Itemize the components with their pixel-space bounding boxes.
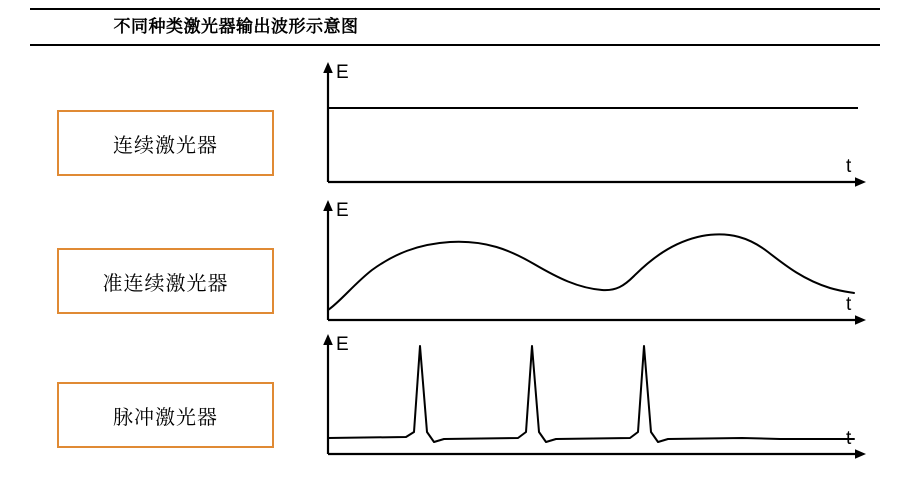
title-rule-bottom <box>30 44 880 46</box>
label-box-quasi-continuous-laser <box>57 248 274 314</box>
waveform-plot-quasi-continuous <box>310 198 870 328</box>
label-text-continuous-laser: 连续激光器 <box>113 134 218 157</box>
page-title: 不同种类激光器输出波形示意图 <box>113 17 359 36</box>
x-axis-label-continuous: t <box>846 156 852 177</box>
y-axis-arrow-continuous <box>323 62 333 73</box>
x-axis-arrow-pulsed <box>855 449 866 459</box>
label-box-pulsed-laser <box>57 382 274 448</box>
y-axis-label-continuous: E <box>336 62 349 83</box>
waveform-line-quasi-continuous <box>328 234 854 310</box>
y-axis-arrow-pulsed <box>323 334 333 345</box>
y-axis-label-pulsed: E <box>336 334 349 355</box>
title-rule-top <box>30 8 880 10</box>
label-text-pulsed-laser: 脉冲激光器 <box>113 406 218 429</box>
waveform-plot-pulsed <box>310 332 870 462</box>
waveform-plot-continuous <box>310 60 870 190</box>
label-box-continuous-laser <box>57 110 274 176</box>
y-axis-arrow-quasi-continuous <box>323 200 333 211</box>
figure-title-block <box>0 8 910 46</box>
label-text-quasi-continuous-laser: 准连续激光器 <box>102 272 229 295</box>
waveform-line-pulsed <box>328 346 854 442</box>
x-axis-arrow-quasi-continuous <box>855 315 866 325</box>
x-axis-label-pulsed: t <box>846 428 852 449</box>
x-axis-arrow-continuous <box>855 177 866 187</box>
x-axis-label-quasi-continuous: t <box>846 294 852 315</box>
y-axis-label-quasi-continuous: E <box>336 200 349 221</box>
